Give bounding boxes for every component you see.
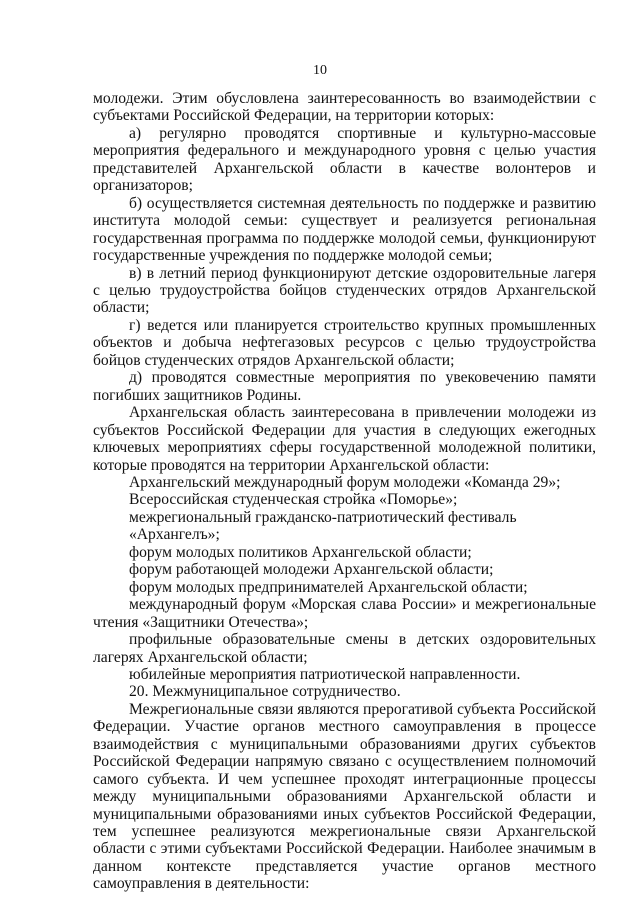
paragraph-interregional: Межрегиональные связи являются прерогативой субъекта Российской Федерации. Участие органов местного самоуправления в процессе взаимодействия с муниципальными образованиями других субъектов Российской Федерации напрямую связано с осуществлением полномочий самого субъекта. И чем успешнее проходят интеграционные процессы между муниципальными образованиями Архангельской области и муниципальными образованиями иных субъектов Российской Федерации, тем успешнее реализуются межрегиональные связи Архангельской области с этими субъектами Российской Федерации. Наиболее значимым в данном контексте представляется участие органов местного самоуправления в деятельности: xyxy=(93,700,596,893)
event-item: межрегиональный гражданско-патриотический фестиваль «Архангелъ»; xyxy=(129,508,517,544)
event-item: форум молодых политиков Архангельской области; xyxy=(129,543,472,561)
list-item-d: д) проводятся совместные мероприятия по увековечению памяти погибших защитников Родины. xyxy=(93,369,596,404)
paragraph-interest: Архангельская область заинтересована в привлечении молодежи из субъектов Российской Федерации для участия в следующих ежегодных ключевых мероприятиях сферы государственной молодежной политики, которые проводятся на территории Архангельской области: xyxy=(93,404,596,474)
event-item: форум работающей молодежи Архангельской области; xyxy=(129,561,494,579)
list-item-v: в) в летний период функционируют детские оздоровительные лагеря с целью трудоустройства бойцов студенческих отрядов Архангельской области; xyxy=(93,264,596,317)
event-item: профильные образовательные смены в детских оздоровительных лагерях Архангельской области; xyxy=(93,631,596,666)
paragraph-intro-continuation: молодежи. Этим обусловлена заинтересованность во взаимодействии с субъектами Российской Федерации, на территории которых: xyxy=(93,90,596,125)
document-body xyxy=(93,90,596,893)
event-item: Архангельский международный форум молодежи «Команда 29»; xyxy=(129,473,561,491)
event-item: юбилейные мероприятия патриотической направленности. xyxy=(129,665,521,683)
section-heading: 20. Межмуниципальное сотрудничество. xyxy=(129,683,401,701)
event-item: Всероссийская студенческая стройка «Поморье»; xyxy=(129,491,458,509)
page-number: 10 xyxy=(313,63,327,78)
event-item: международный форум «Морская слава России» и межрегиональные чтения «Защитники Отечества»; xyxy=(93,596,596,631)
list-item-a: а) регулярно проводятся спортивные и культурно-массовые мероприятия федерального и международного уровня с целью участия представителей Архангельской области в качестве волонтеров и организаторов; xyxy=(93,124,596,195)
list-item-g: г) ведется или планируется строительство крупных промышленных объектов и добыча нефтегазовых ресурсов с целью трудоустройства бойцов студенческих отрядов Архангельской области; xyxy=(93,316,596,369)
list-item-b: б) осуществляется системная деятельность по поддержке и развитию института молодой семьи: существует и реализуется региональная государственная программа по поддержке молодой семьи, функционируют государственные учреждения по поддержке молодой семьи; xyxy=(93,194,596,265)
event-item: форум молодых предпринимателей Архангельской области; xyxy=(129,578,528,596)
